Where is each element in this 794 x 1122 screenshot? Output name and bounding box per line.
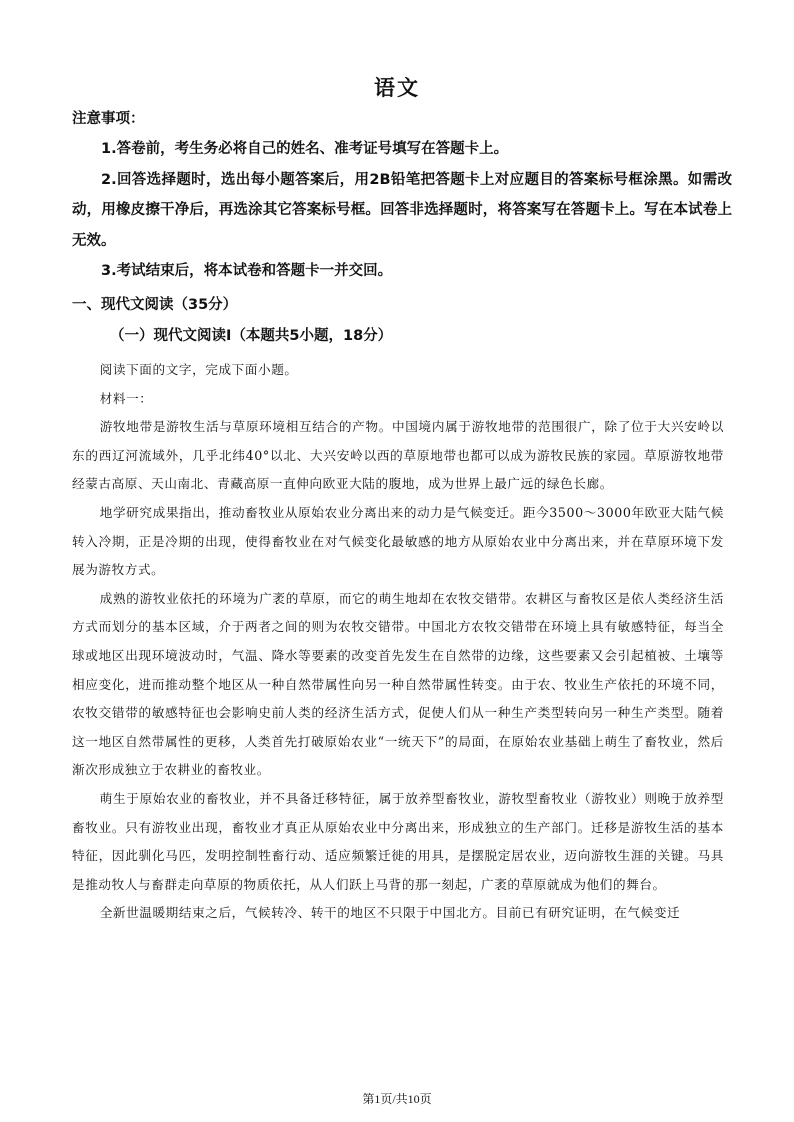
page-footer: 第1页/共10页 [362, 1092, 432, 1106]
paragraph: 成熟的游牧业依托的环境为广袤的草原，而它的萌生地却在农牧交错带。农耕区与畜牧区是依人类经济生活方式而划分的基本区域，介于两者之间的则为农牧交错带。中国北方农牧交错带在环境上具有敏感特征，每当全球或地区出现环境波动时，气温、降水等要素的改变首先发生在自然带的边缘，这些要素又会引起植被、土壤等相应变化，进而推动整个地区从一种自然带属性向另一种自然带属性转变。由于农、牧业生产依托的环境不同，农牧交错带的敏感特征也会影响史前人类的经济生活方式，促使人们从一种生产类型转向另一种生产类型。随着这一地区自然带属性的更移，人类首先打破原始农业“一统天下”的局面，在原始农业基础上萌生了畜牧业，然后渐次形成独立于农耕业的畜牧业。 [72, 590, 724, 778]
notice-item: 3.考试结束后，将本试卷和答题卡一并交回。 [101, 263, 393, 279]
paragraph: 全新世温暖期结束之后，气候转冷、转干的地区不只限于中国北方。目前已有研究证明，在气候变迁 [99, 905, 681, 921]
notice-item: 1.答卷前，考生务必将自己的姓名、准考证号填写在答题卡上。 [101, 141, 509, 157]
page-title: 语文 [374, 75, 420, 100]
paragraph: 萌生于原始农业的畜牧业，并不具备迁移特征，属于放养型畜牧业，游牧型畜牧业（游牧业）则晚于放养型畜牧业。只有游牧业出现，畜牧业才真正从原始农业中分离出来，形成独立的生产部门。迁移是游牧生活的基本特征，因此驯化马匹，发明控制牲畜行动、适应频繁迁徙的用具，是摆脱定居农业，迈向游牧生涯的关键。马具是推动牧人与畜群走向草原的物质依托，从人们跃上马背的那一刻起，广袤的草原就成为他们的舞台。 [72, 790, 724, 892]
paragraph: 地学研究成果指出，推动畜牧业从原始农业分离出来的动力是气候变迁。距今3500～3000年欧亚大陆气候转入冷期，正是冷期的出现，使得畜牧业在对气候变化最敏感的地方从原始农业中分离出来，并在草原环境下发展为游牧方式。 [72, 504, 724, 578]
reading-material [72, 356, 724, 928]
section-heading: 一、现代文阅读（35分） [72, 297, 238, 313]
subsection-heading: （一）现代文阅读Ⅰ（本题共5小题，18分） [110, 328, 393, 344]
notice-list [72, 134, 732, 287]
material-label: 材料一： [99, 390, 153, 406]
instruction-text: 阅读下面的文字，完成下面小题。 [99, 362, 298, 377]
notice-heading: 注意事项： [72, 111, 145, 127]
paragraph: 游牧地带是游牧生活与草原环境相互结合的产物。中国境内属于游牧地带的范围很广，除了位于大兴安岭以东的西辽河流域外，几乎北纬40°以北、大兴安岭以西的草原地带也都可以成为游牧民族的家园。草原游牧地带经蒙古高原、天山南北、青藏高原一直伸向欧亚大陆的腹地，成为世界上最广远的绿色长廊。 [72, 419, 724, 492]
notice-item: 2.回答选择题时，选出每小题答案后，用2B铅笔把答题卡上对应题目的答案标号框涂黑。如需改动，用橡皮擦干净后，再选涂其它答案标号框。回答非选择题时，将答案写在答题卡上。写在本试卷上无效。 [72, 171, 732, 249]
